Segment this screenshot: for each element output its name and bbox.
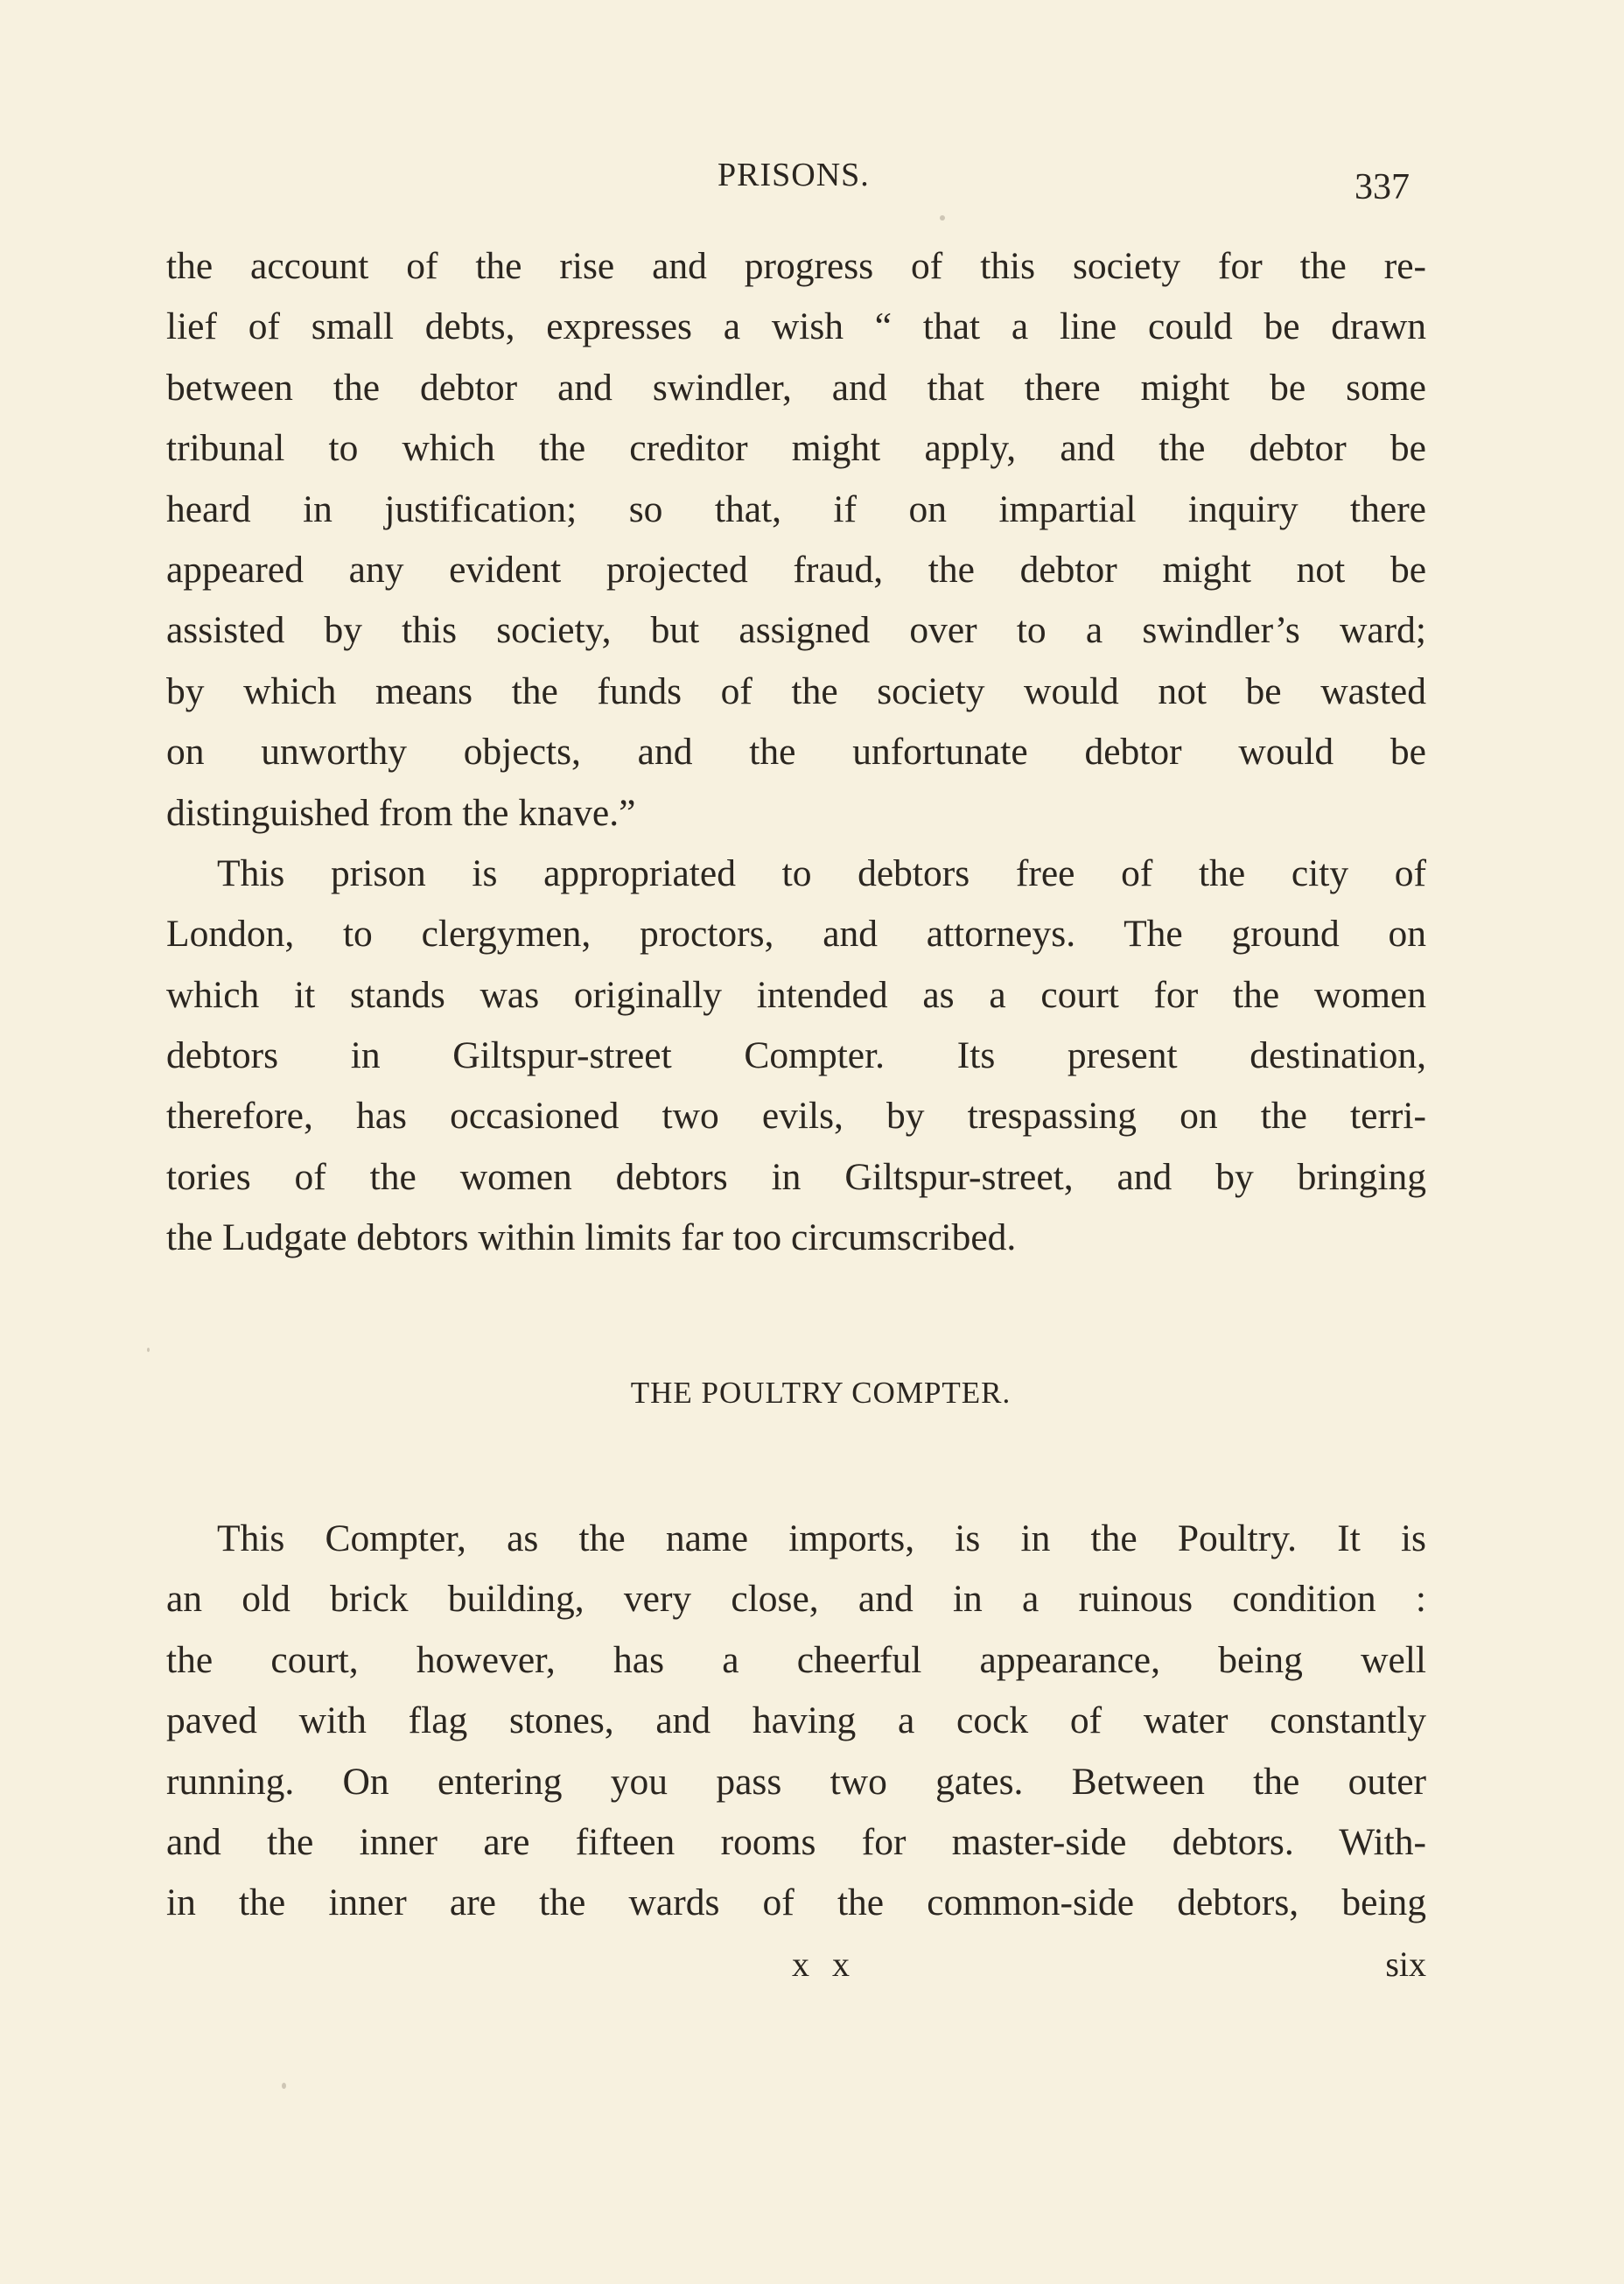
paper-speck: [282, 2083, 286, 2089]
text-line: heard in justification; so that, if on impartial inquiry there: [166, 487, 1426, 530]
text-line: therefore, has occasioned two evils, by trespassing on the terri-: [166, 1095, 1426, 1138]
page-footer: [166, 1936, 1426, 1993]
body-text-top: [166, 236, 1426, 1269]
text-line: on unworthy objects, and the unfortunate debtor would be: [166, 731, 1426, 774]
text-line: tories of the women debtors in Giltspur-street, and by bringing: [166, 1155, 1426, 1198]
paper-speck: [147, 1348, 150, 1352]
text-line: the Ludgate debtors within limits far too circumscribed.: [166, 1216, 1017, 1259]
signature-mark: x x: [792, 1944, 857, 1984]
text-line: London, to clergymen, proctors, and attorneys. The ground on: [166, 913, 1426, 956]
text-line: running. On entering you pass two gates. Between the outer: [166, 1760, 1426, 1803]
text-line: This prison is appropriated to debtors free of the city of: [217, 851, 1426, 894]
text-line: paved with flag stones, and having a cock of water constantly: [166, 1699, 1426, 1742]
text-line: lief of small debts, expresses a wish “ that a line could be drawn: [166, 305, 1426, 348]
text-line: the account of the rise and progress of this society for the re-: [166, 245, 1426, 287]
running-title: PRISONS.: [718, 157, 870, 193]
page-number: 337: [1354, 167, 1410, 207]
text-line: the court, however, has a cheerful appearance, being well: [166, 1638, 1426, 1681]
text-line: which it stands was originally intended as a court for the women: [166, 973, 1426, 1016]
body-text-section: [166, 1509, 1426, 1934]
text-line: debtors in Giltspur-street Compter. Its present destination,: [166, 1034, 1426, 1077]
text-line: appeared any evident projected fraud, the debtor might not be: [166, 548, 1426, 591]
text-line: and the inner are fifteen rooms for master-side debtors. With-: [166, 1820, 1426, 1863]
text-line: This Compter, as the name imports, is in the Poultry. It is: [217, 1517, 1426, 1559]
section-heading: THE POULTRY COMPTER.: [630, 1376, 1012, 1410]
text-line: between the debtor and swindler, and that there might be some: [166, 366, 1426, 409]
text-line: assisted by this society, but assigned over to a swindler’s ward;: [166, 609, 1426, 652]
text-line: distinguished from the knave.”: [166, 791, 636, 834]
text-line: an old brick building, very close, and in a ruinous condition :: [166, 1578, 1426, 1621]
text-line: tribunal to which the creditor might apply, and the debtor be: [166, 427, 1426, 470]
catchword: six: [1385, 1944, 1426, 1984]
running-head: [0, 156, 1624, 208]
text-line: in the inner are the wards of the common-side debtors, being: [166, 1881, 1426, 1924]
paper-speck: [940, 215, 945, 221]
text-line: by which means the funds of the society would not be wasted: [166, 669, 1426, 712]
